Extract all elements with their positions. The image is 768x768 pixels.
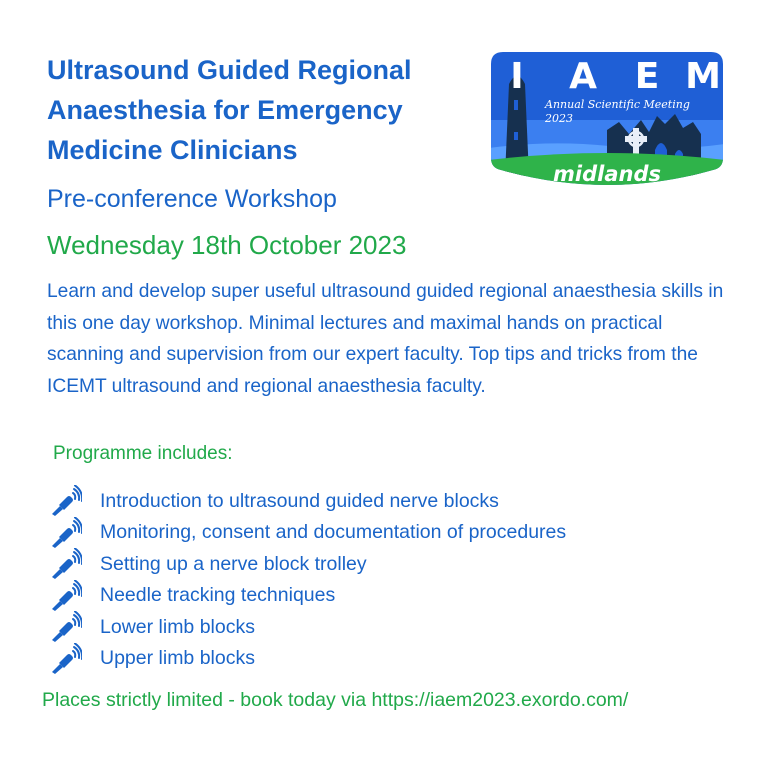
programme-heading: Programme includes: bbox=[53, 443, 233, 464]
programme-item bbox=[48, 580, 566, 612]
programme-list bbox=[48, 485, 566, 674]
programme-item-label: Upper limb blocks bbox=[100, 647, 255, 670]
logo-letter-m: M bbox=[685, 56, 721, 97]
logo-letter-i: I bbox=[510, 56, 524, 97]
workshop-subtitle: Pre-conference Workshop bbox=[47, 185, 337, 213]
programme-item bbox=[48, 548, 566, 580]
programme-item-label: Setting up a nerve block trolley bbox=[100, 552, 367, 575]
programme-item-label: Lower limb blocks bbox=[100, 615, 255, 638]
ultrasound-probe-icon bbox=[48, 643, 82, 674]
programme-item bbox=[48, 485, 566, 517]
ultrasound-probe-icon bbox=[48, 517, 82, 548]
booking-footer: Places strictly limited - book today via https://iaem2023.exordo.com/ bbox=[42, 689, 629, 711]
logo-meeting-line1: Annual Scientific Meeting bbox=[545, 98, 690, 111]
page-title: Ultrasound Guided Regional Anaesthesia for Emergency Medicine Clinicians bbox=[47, 55, 412, 165]
logo-letter-a: A bbox=[569, 56, 597, 97]
programme-item bbox=[48, 643, 566, 675]
programme-item bbox=[48, 611, 566, 643]
ultrasound-probe-icon bbox=[48, 485, 82, 516]
ultrasound-probe-icon bbox=[48, 548, 82, 579]
event-date: Wednesday 18th October 2023 bbox=[47, 230, 407, 260]
intro-paragraph: Learn and develop super useful ultrasound guided regional anaesthesia skills in this one day workshop. Minimal lectures and maximal hands on practical scanning and supervision from our expert faculty. Top tips and tricks from the ICEMT ultrasound and regional anaesthesia faculty. bbox=[47, 281, 724, 397]
programme-item-label: Introduction to ultrasound guided nerve blocks bbox=[100, 489, 499, 512]
logo-region: midlands bbox=[553, 162, 661, 186]
programme-item bbox=[48, 517, 566, 549]
programme-item-label: Monitoring, consent and documentation of procedures bbox=[100, 521, 567, 544]
ultrasound-probe-icon bbox=[48, 580, 82, 611]
logo-meeting-line2: 2023 bbox=[545, 112, 573, 125]
ultrasound-probe-icon bbox=[48, 611, 82, 642]
logo-letter-e: E bbox=[634, 56, 660, 97]
programme-item-label: Needle tracking techniques bbox=[100, 584, 336, 607]
iaem-midlands-logo bbox=[489, 50, 725, 190]
